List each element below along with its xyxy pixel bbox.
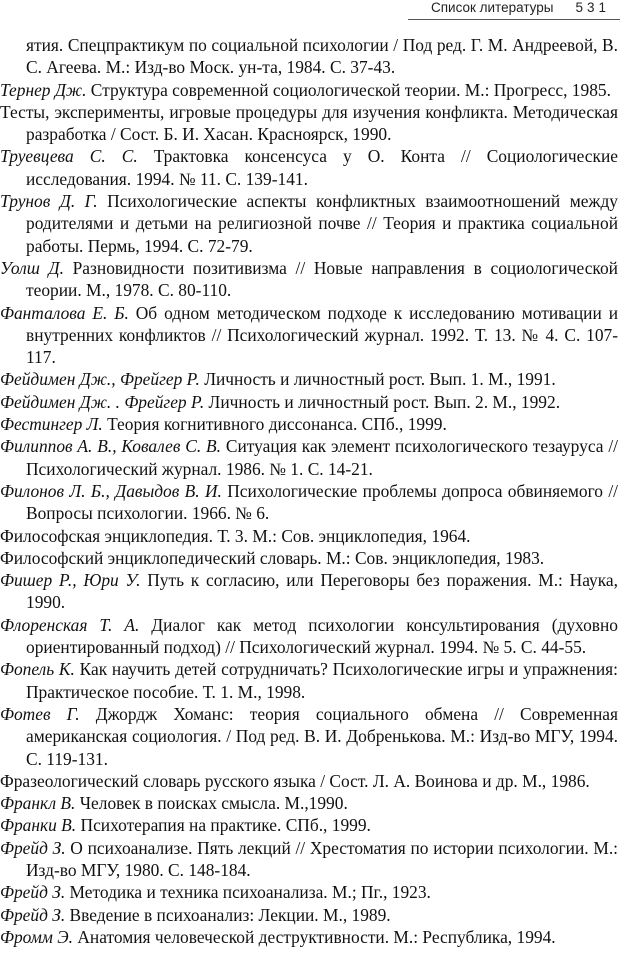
header-title: Список литературы [430, 0, 554, 15]
reference-author: Фрейд З. [0, 837, 66, 858]
reference-author: Фотев Г. [0, 703, 80, 724]
reference-entry [0, 391, 618, 413]
reference-text: Философская энциклопедия. Т. 3. М.: Сов. энциклопедия, 1964. [0, 525, 471, 546]
reference-author: Фанталова Е. Б. [0, 302, 129, 323]
reference-text: Трактовка консенсуса у О. Конта // Социологические исследования. 1994. № 11. С. 139-141. [26, 146, 618, 189]
reference-text: Введение в психоанализ: Лекции. М., 1989. [65, 904, 391, 925]
reference-author: Фишер Р., Юри У. [0, 570, 141, 591]
reference-text: Структура современной социологической теории. М.: Прогресс, 1985. [86, 79, 611, 100]
reference-text: Психотерапия на практике. СПб., 1999. [76, 815, 371, 836]
reference-entry [0, 435, 618, 480]
reference-entry [0, 658, 618, 703]
reference-text: Фразеологический словарь русского языка / Сост. Л. А. Воинова и др. М., 1986. [0, 770, 590, 791]
reference-text: Диалог как метод психологии консультирования (духовно ориентированный подход) // Психологический журнал. 1994. № 5. С. 44-55. [26, 614, 618, 658]
header-divider [408, 19, 620, 20]
reference-entry [0, 814, 618, 836]
reference-entry [0, 614, 618, 659]
reference-entry [0, 257, 618, 302]
reference-text: Философский энциклопедический словарь. М.: Сов. энциклопедия, 1983. [0, 547, 545, 568]
reference-entry [0, 770, 618, 792]
reference-author: Фромм Э. [0, 926, 73, 947]
reference-author: Фейдимен Дж. . Фрейгер Р. [0, 391, 205, 412]
reference-entry [0, 79, 618, 101]
reference-text: Личность и личностный рост. Вып. 2. М., 1992. [204, 391, 561, 412]
reference-text: Джордж Хоманс: теория социального обмена // Современная американская социология. / Под ред. В. И. Добренькова. М.: Изд-во МГУ, 1994. С. 119-131. [26, 703, 618, 769]
reference-text: О психоанализе. Пять лекций // Хрестоматия по истории психологии. М.: Изд-во МГУ, 1980. С. 148-184. [26, 837, 618, 880]
reference-author: Фейдимен Дж., Фрейгер Р. [0, 369, 200, 390]
reference-author: Фопель К. [0, 659, 75, 680]
reference-text: ятия. Спецпрактикум по социальной психологии / Под ред. Г. М. Андреевой, В. С. Агеева. М.: Изд-во Моск. ун-та, 1984. С. 37-43. [26, 35, 618, 78]
reference-text: Личность и личностный рост. Вып. 1. М., 1991. [199, 369, 556, 390]
reference-text: Об одном методическом подходе к исследованию мотивации и внутренних конфликтов // Психологический журнал. 1992. Т. 13. № 4. С. 107-117. [26, 302, 618, 368]
reference-entry [0, 837, 618, 882]
reference-text: Как научить детей сотрудничать? Психологические игры и упражнения: Практическое пособие. Т. 1. М., 1998. [26, 659, 618, 702]
reference-text: Психологические аспекты конфликтных взаимоотношений между родителями и детьми на религиозной почве // Теория и практика социальной работы. Пермь, 1994. С. 72-79. [26, 191, 618, 256]
reference-author: Уолш Д. [0, 257, 64, 278]
reference-text: Тесты, эксперименты, игровые процедуры для изучения конфликта. Методическая разработка / Сост. Б. И. Хасан. Красноярск, 1990. [0, 101, 618, 145]
reference-text: Анатомия человеческой деструктивности. М.: Республика, 1994. [73, 926, 556, 947]
reference-text: Путь к согласию, или Переговоры без поражения. М.: Наука, 1990. [26, 570, 618, 613]
reference-entry [0, 368, 618, 390]
reference-author: Фрейд З. [0, 904, 66, 925]
reference-entry [0, 413, 618, 435]
reference-entry [0, 904, 618, 926]
reference-author: Труевцева С. С. [0, 146, 138, 167]
reference-entry [0, 190, 618, 257]
reference-list [0, 34, 618, 948]
reference-author: Франкл В. [0, 793, 76, 814]
reference-text: Методика и техника психоанализа. М.; Пг., 1923. [65, 882, 431, 903]
reference-author: Трунов Д. Г. [0, 191, 98, 212]
reference-entry [0, 881, 618, 903]
reference-author: Тернер Дж. [0, 79, 87, 100]
reference-text: Ситуация как элемент психологического тезауруса // Психологический журнал. 1986. № 1. С. 14-21. [26, 436, 619, 479]
reference-entry [0, 34, 618, 79]
reference-author: Филонов Л. Б., Давыдов В. И. [0, 480, 222, 501]
page-number: 531 [575, 0, 610, 15]
reference-entry [0, 569, 618, 614]
reference-text: Разновидности позитивизма // Новые направления в социологической теории. М., 1978. С. 80-110. [26, 257, 618, 301]
reference-entry [0, 547, 618, 569]
reference-entry [0, 145, 618, 190]
reference-author: Флоренская Т. А. [0, 614, 140, 635]
reference-entry [0, 792, 618, 814]
reference-entry [0, 101, 618, 146]
reference-entry [0, 302, 618, 369]
reference-author: Фестингер Л. [0, 414, 103, 435]
reference-text: Психологические проблемы допроса обвиняемого // Вопросы психологии. 1966. № 6. [26, 480, 618, 524]
reference-text: Человек в поисках смысла. М.,1990. [75, 793, 348, 814]
reference-entry [0, 926, 618, 948]
reference-entry [0, 703, 618, 770]
reference-text: Теория когнитивного диссонанса. СПб., 1999. [102, 414, 447, 435]
reference-entry [0, 525, 618, 547]
reference-author: Фрейд З. [0, 882, 66, 903]
reference-author: Филиппов А. В., Ковалев С. В. [0, 436, 222, 457]
reference-entry [0, 480, 618, 525]
reference-author: Франки В. [0, 815, 77, 836]
